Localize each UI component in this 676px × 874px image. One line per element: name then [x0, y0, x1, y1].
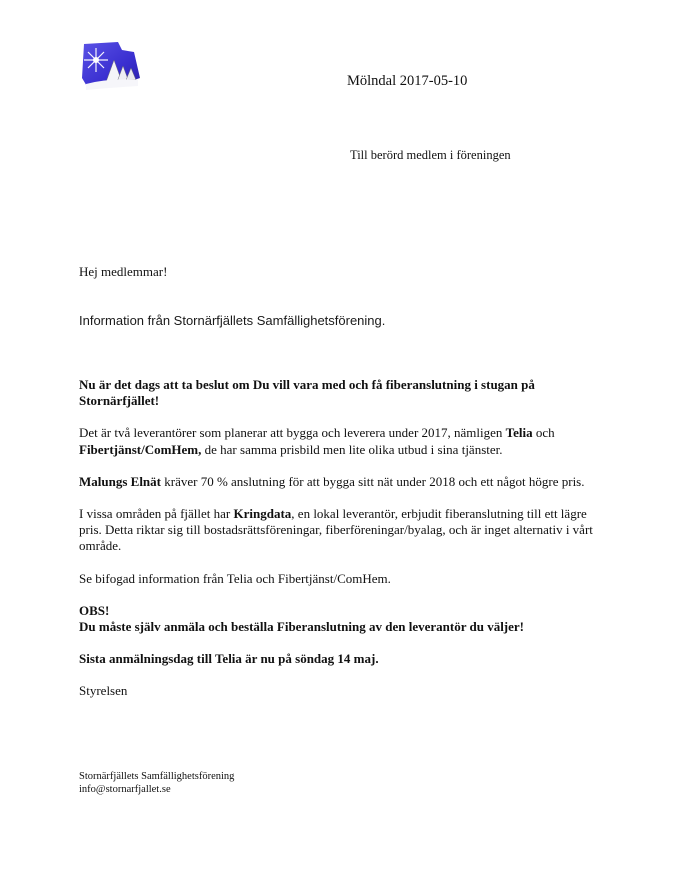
decision-headline: Nu är det dags att ta beslut om Du vill vara med och få fiberanslutning i stugan på Stornärfjället! [79, 377, 535, 409]
paragraph-malungs [79, 474, 599, 490]
supplier-kringdata: Kringdata [233, 506, 292, 522]
paragraph-decision [79, 377, 599, 409]
text-span: I vissa områden på fjället har [79, 506, 234, 522]
association-logo-icon [78, 38, 142, 92]
text-span: kräver 70 % anslutning för att bygga sitt nät under 2018 och ett något högre pris. [161, 473, 585, 489]
greeting: Hej medlemmar! [79, 264, 168, 279]
text-span: de har samma prisbild men lite olika utbud i sina tjänster. [201, 441, 503, 457]
recipient-line: Till berörd medlem i föreningen [350, 148, 511, 162]
obs-text: Du måste själv anmäla och beställa Fiberanslutning av den leverantör du väljer! [79, 619, 525, 635]
text-span: och [532, 425, 555, 441]
paragraph-deadline [79, 651, 599, 667]
footer [79, 771, 234, 796]
paragraph-suppliers [79, 425, 599, 457]
place-date: Mölndal 2017-05-10 [347, 73, 468, 89]
paragraph-obs [79, 603, 599, 635]
supplier-fibertjanst: Fibertjänst/ComHem, [79, 441, 202, 457]
text-span: Se bifogad information från Telia och Fibertjänst/ComHem. [79, 570, 391, 586]
footer-organization: Stornärfjällets Samfällighetsförening [79, 771, 235, 782]
signature: Styrelsen [79, 683, 128, 699]
letter-body [79, 377, 599, 716]
paragraph-attachment [79, 571, 599, 587]
supplier-malungs: Malungs Elnät [79, 473, 161, 489]
text-span: , en lokal leverantör, erbjudit fiberanslutning till ett lägre pris. Detta riktar sig till bostadsrättsföreningar, fiberföreningar/byalag, och är inget alternativ i vårt område. [79, 506, 593, 554]
footer-email[interactable]: info@stornarfjallet.se [79, 783, 171, 795]
paragraph-kringdata [79, 506, 599, 555]
deadline-text: Sista anmälningsdag till Telia är nu på söndag 14 maj. [79, 651, 379, 667]
obs-label: OBS! [79, 602, 110, 618]
supplier-telia: Telia [505, 425, 533, 441]
text-span: Det är två leverantörer som planerar att bygga och leverera under 2017, nämligen [79, 425, 506, 441]
info-heading: Information från Stornärfjällets Samfällighetsförening. [79, 313, 386, 328]
